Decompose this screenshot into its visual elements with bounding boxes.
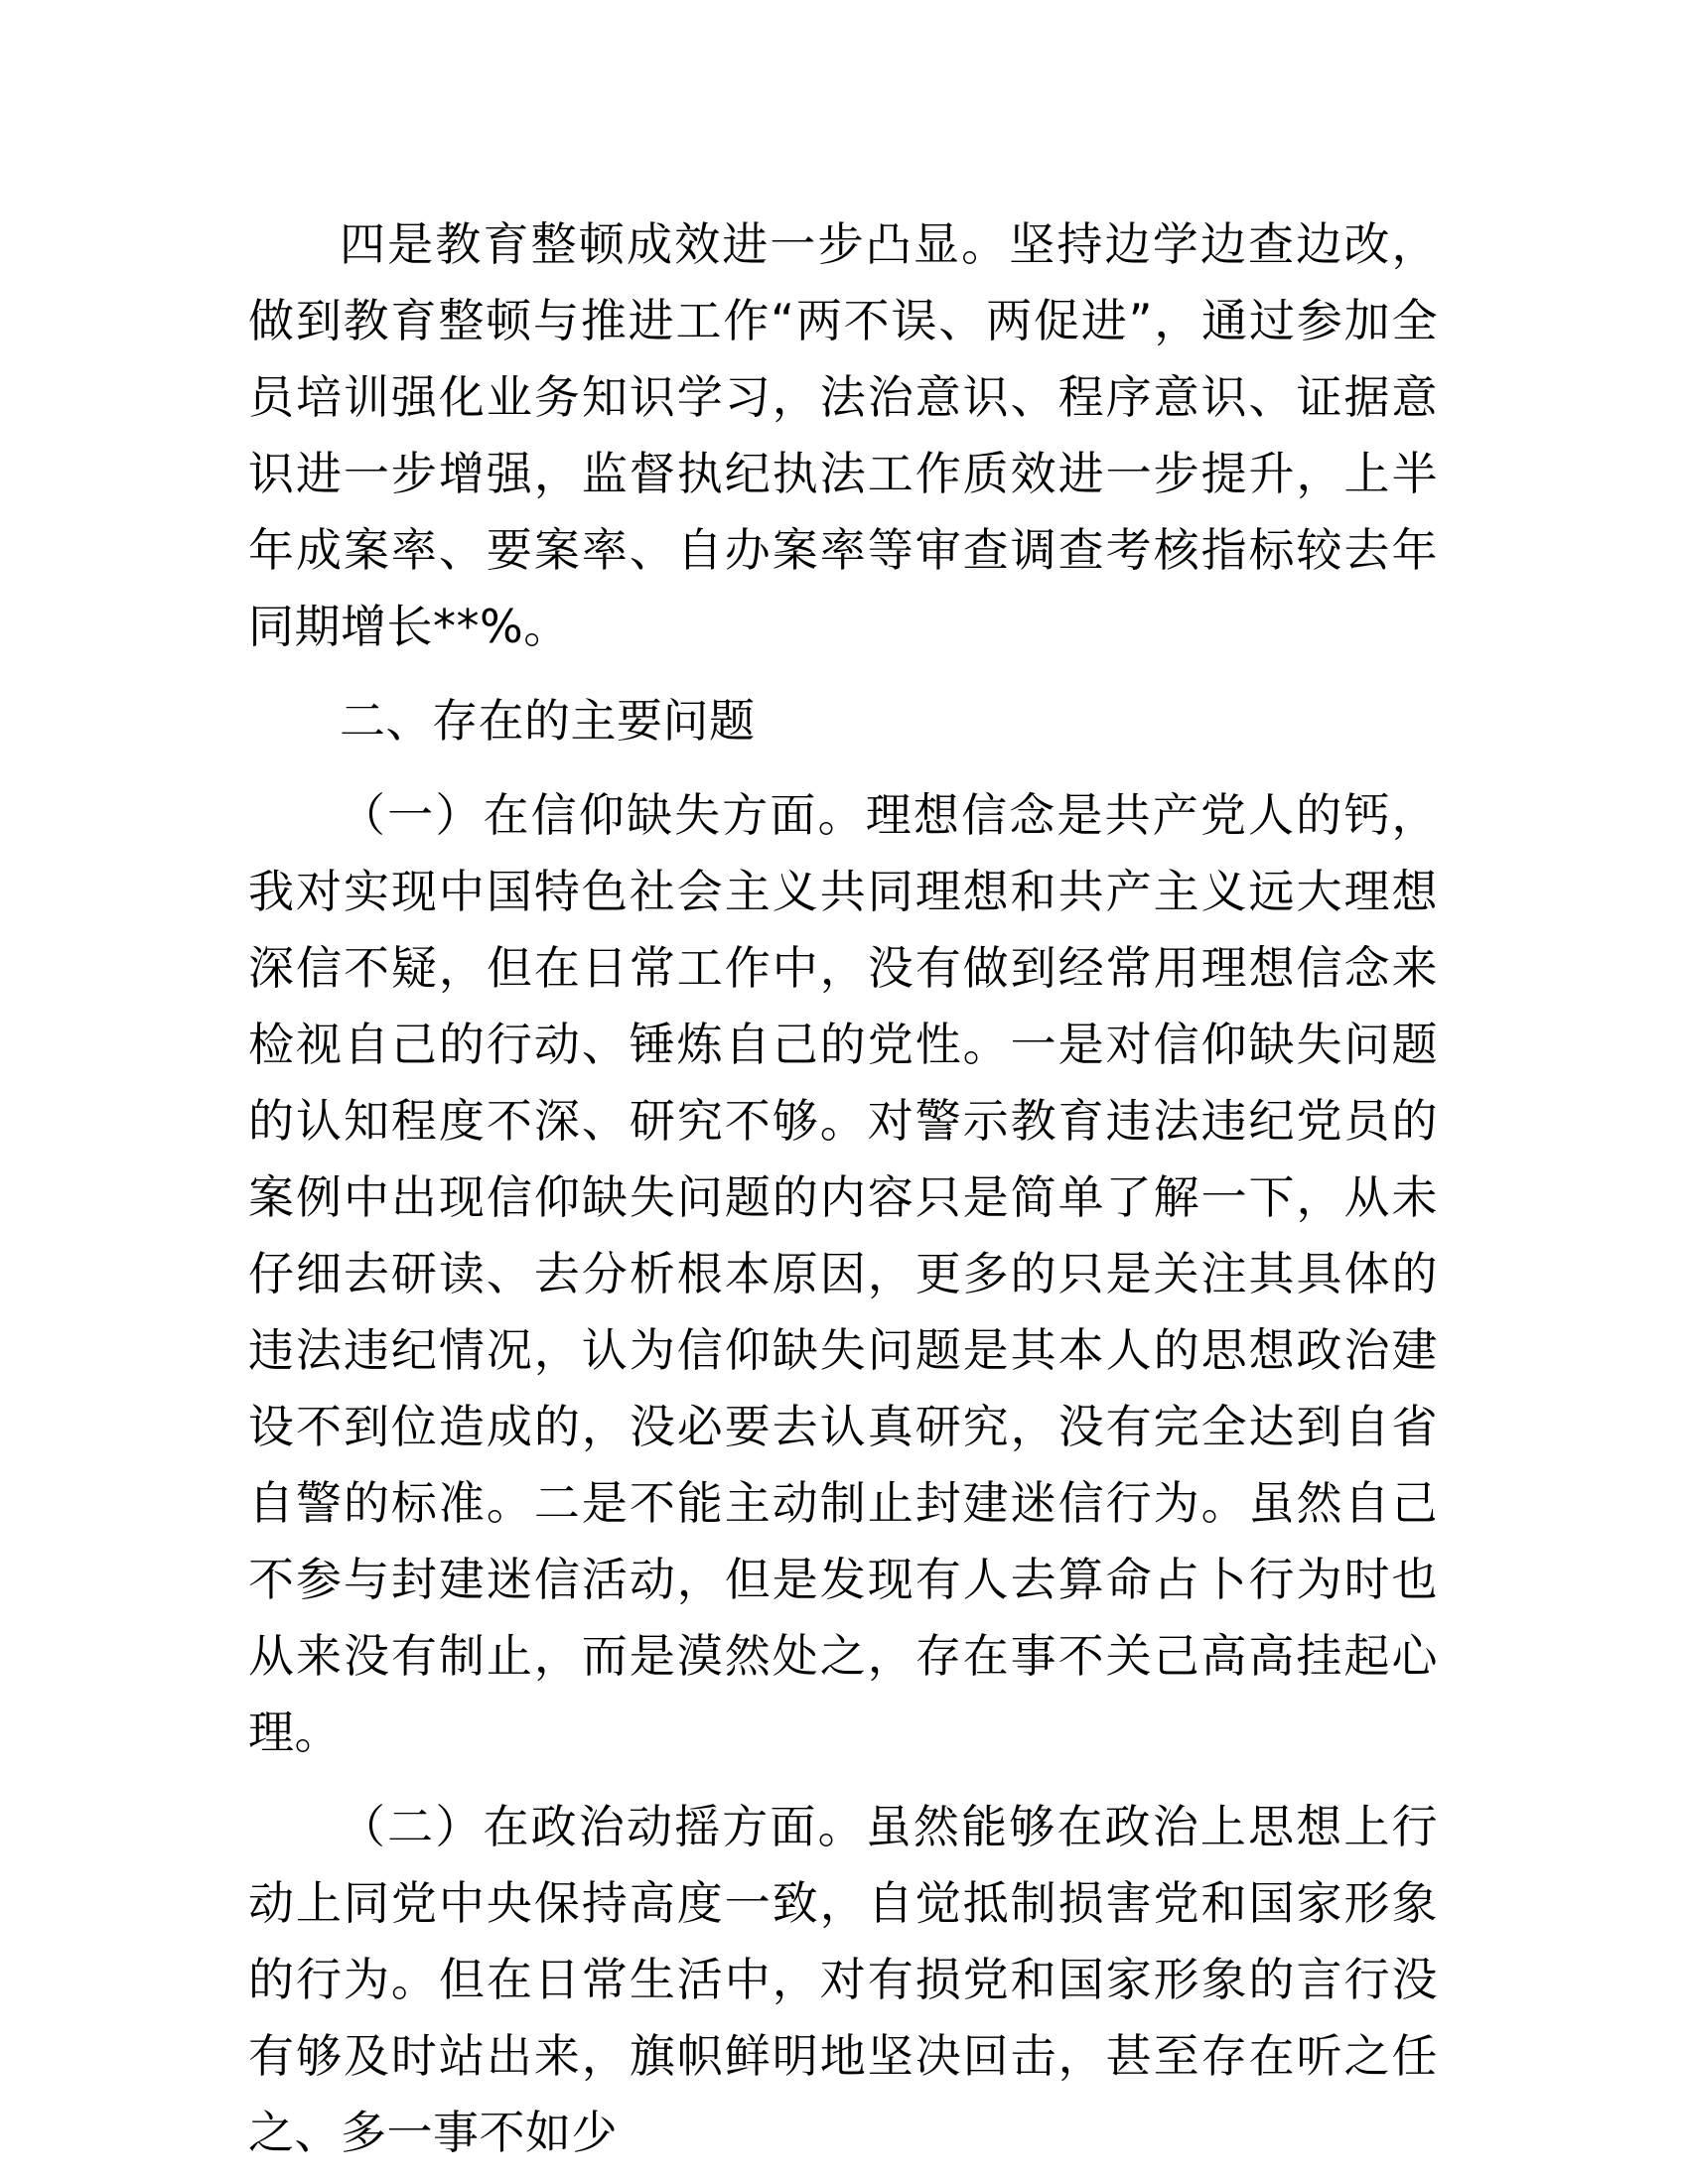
paragraph-faith-lacking: （一）在信仰缺失方面。理想信念是共产党人的钙，我对实现中国特色社会主义共同理想和共产主义远大理想深信不疑，但在日常工作中，没有做到经常用理想信念来检视自己的行动、锤炼自己的党性。一是对信仰缺失问题的认知程度不深、研究不够。对警示教育违法违纪党员的案例中出现信仰缺失问题的内容只是简单了解一下，从未仔细去研读、去分析根本原因，更多的只是关注其具体的违法违纪情况，认为信仰缺失问题是其本人的思想政治建设不到位造成的，没必要去认真研究，没有完全达到自省自警的标准。二是不能主动制止封建迷信行为。虽然自己不参与封建迷信活动，但是发现有人去算命占卜行为时也从来没有制止，而是漠然处之，存在事不关己高高挂起心理。 — [248, 788, 1438, 1759]
section-heading-main-problems: 二、存在的主要问题 — [340, 694, 756, 748]
paragraph-education-rectification: 四是教育整顿成效进一步凸显。坚持边学边查边改，做到教育整顿与推进工作“两不误、两促进”，通过参加全员培训强化业务知识学习，法治意识、程序意识、证据意识进一步增强，监督执纪执法工作质效进一步提升，上半年成案率、要案率、自办案率等审查调查考核指标较去年同期增长**%。 — [248, 217, 1438, 653]
paragraph-political-wavering: （二）在政治动摇方面。虽然能够在政治上思想上行动上同党中央保持高度一致，自觉抵制损害党和国家形象的行为。但在日常生活中，对有损党和国家形象的言行没有够及时站出来，旗帜鲜明地坚决回击，甚至存在听之任之、多一事不如少 — [248, 1800, 1438, 2159]
